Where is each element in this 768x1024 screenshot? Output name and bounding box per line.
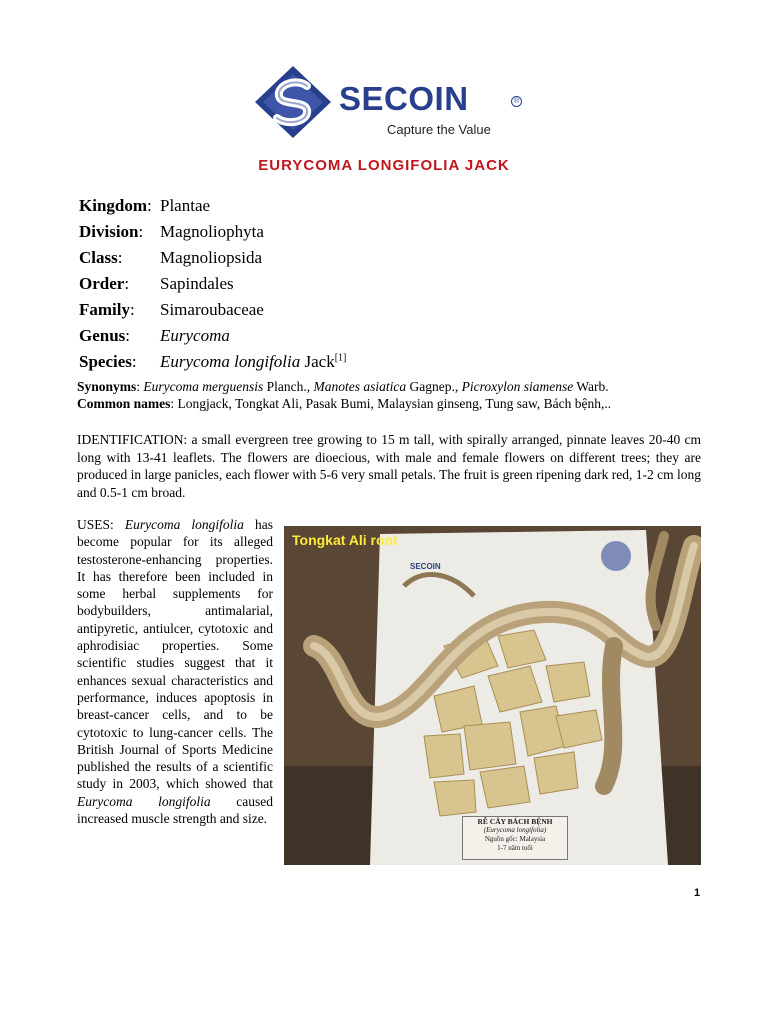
synonyms-block <box>77 378 611 412</box>
taxonomy-row-division <box>79 222 346 248</box>
taxonomy-value: Magnoliopsida <box>160 248 262 267</box>
taxonomy-row-order <box>79 274 346 300</box>
document-title: EURYCOMA LONGIFOLIA JACK <box>258 157 510 174</box>
synonyms-line: Synonyms: Eurycoma merguensis Planch., Manotes asiatica Gagnep., Picroxylon siamense Warb. <box>77 379 609 394</box>
registered-mark: ® <box>511 96 522 107</box>
taxonomy-list <box>79 196 346 378</box>
taxonomy-value: Eurycoma <box>160 326 230 345</box>
identification-paragraph: IDENTIFICATION: a small evergreen tree growing to 15 m tall, with spirally arranged, pinnate leaves 20-40 cm long with 13-41 leaflets. The flowers are dioecious, with male and female flowers on different trees; they are produced in large panicles, each flower with 5-6 very small petals. The fruit is green ripening dark red, 1-2 cm long and 0.5-1 cm broad. <box>77 432 701 500</box>
page-number: 1 <box>694 887 701 899</box>
secoin-logo <box>253 64 523 140</box>
taxonomy-key: Order: <box>79 274 130 293</box>
photo-caption: Tongkat Ali root <box>292 532 398 548</box>
taxonomy-value: Plantae <box>160 196 211 215</box>
taxonomy-row-kingdom <box>79 196 346 222</box>
taxonomy-key: Kingdom: <box>79 196 152 215</box>
taxonomy-key: Species: <box>79 352 137 371</box>
uses-paragraph: USES: Eurycoma longifolia has become popular for its alleged testosterone-enhancing properties. It has therefore been included in some herbal supplements for bodybuilders, antimalarial, antipyretic, antiulcer, cytotoxic and aphrodisiac properties. Some scientific studies suggest that it enhances sexual characteristics and performance, induces apoptosis in breast-cancer cells, and to be cytotoxic to lung-cancer cells. The British Journal of Sports Medicine published the results of a scientific study in 2003, which showed that Eurycoma longifolia caused increased muscle strength and size. <box>77 517 273 827</box>
taxonomy-row-family <box>79 300 346 326</box>
taxonomy-key: Genus: <box>79 326 131 345</box>
taxonomy-value: Magnoliophyta <box>160 222 264 241</box>
taxonomy-key: Division: <box>79 222 144 241</box>
reference-link[interactable]: [1] <box>334 352 347 364</box>
logo-wordmark: SECOIN <box>339 80 469 117</box>
photo-inner-logo: SECOIN <box>410 562 441 571</box>
taxonomy-key: Class: <box>79 248 123 267</box>
taxonomy-row-class <box>79 248 346 274</box>
taxonomy-row-species <box>79 352 346 378</box>
taxonomy-value: Simaroubaceae <box>160 300 264 319</box>
logo-tagline: Capture the Value <box>387 122 491 137</box>
photo-specimen-label: RỄ CÂY BÁCH BỆNH (Eurycoma longifolia) Nguồn gốc: Malaysia 1-7 năm tuổi <box>462 816 568 860</box>
taxonomy-key: Family: <box>79 300 135 319</box>
root-photo-illustration <box>284 526 701 865</box>
tongkat-ali-root-photo <box>284 526 701 865</box>
common-names-line: Common names: Longjack, Tongkat Ali, Pasak Bumi, Malaysian ginseng, Tung saw, Bách bệnh,.. <box>77 396 612 411</box>
secoin-diamond-icon <box>253 64 333 140</box>
taxonomy-value: Eurycoma longifolia Jack[1] <box>160 352 347 371</box>
taxonomy-row-genus <box>79 326 346 352</box>
taxonomy-value: Sapindales <box>160 274 234 293</box>
